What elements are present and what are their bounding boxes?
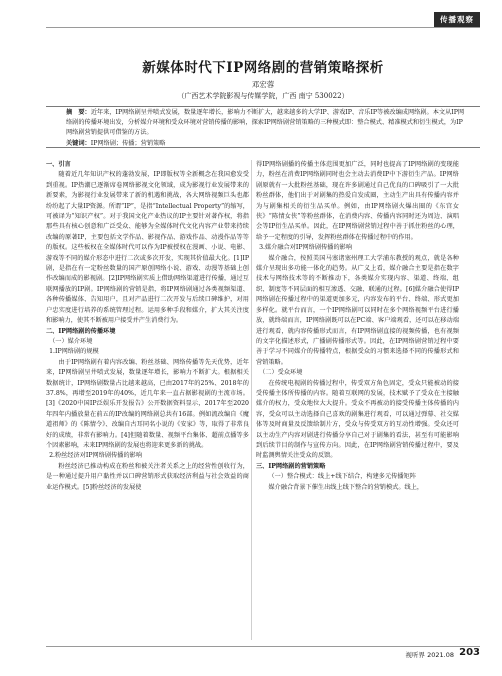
heading-media-environment: （一）媒介环境 [49, 337, 93, 345]
article-title: 新媒体时代下IP网络剧的营销策略探析 [142, 60, 384, 76]
footer-journal: 视听界 2021.08 [405, 651, 454, 659]
article-author: 邓宏蓉 [251, 80, 275, 89]
article-affiliation: （广西艺术学院影视与传媒学院，广西 南宁 530022） [177, 92, 349, 100]
abstract-box [46, 106, 480, 148]
section-tag: 传播观察 [434, 12, 480, 27]
keywords-text: IP网络剧；传播；营销策略 [90, 139, 166, 147]
abstract-label: 摘 要： [66, 109, 91, 116]
column-divider [251, 160, 252, 640]
paragraph-media-convergence: 媒介融合，按照美国马塞诸塞州理工大学浦东教授的观点，就是各种媒介呈现出多功能一体化的趋势。从广义上看，媒介融合主要是指在数字技术与网络技术等的不断推动下，各类媒介实现内容、渠道、终端、组织、制度等不同层面的相互渗透、交融、联通的过程。[6]媒介融合使得IP网络剧在传播过程中的渠道更加多元，内容发布的平台、终端、形式更加多样化。就平台而言，一个IP网络剧可以同时在多个网络视频平台进行播放，就终端而言，IP网络剧既可以在PC端、客户端观看，还可以在移动端进行观看，就内容传播形式而言，有IP网络剧直接的视频传播，也有视频的文字化描述形式，广播剧传播形式等。因此，在IP网络剧营销过程中要善于学习不同媒介的传播特点，根据受众的习惯来选择不同的传播形式和营销策略。 [256, 254, 459, 366]
heading-media-convergence: 3.媒介融合对IP网络剧传播的影响 [259, 244, 353, 252]
paragraph-fan-economy: 粉丝经济已推动构成在粉丝和被关注者关系之上的经营性创收行为，是一种通过提升用户黏性并以口碑营销形式获取经济利益与社会效益的商业运作模式。[5]粉丝经济的发展使 [46, 462, 249, 491]
paragraph-intro: 随着近几年知识产权的蓬勃发展，IP即版权等全新概念在我国愈发受到重视。IP热潮已逐渐席卷网络影视文化领域，成为影视行业发展带来的新要素，为影视行业发展带来了新的机遇和挑战，各大网络视频巨头也都纷纷起了大量IP资源。所谓“IP”，是指“Intellectual Property”的缩写，可被译为“知识产权”。对于我国文化产业热议的IP主要针对著作权，将指那些具有核心创意和广泛受众、能够为全媒体时代文化内容产业带来持续改编的原著IP，主要包括文学作品、影视作品、游戏作品、动漫作品等等的版权。这些板权在全媒体时代可以作为IP被授权在漫画、小说、电影、游戏等不同的媒介形态中进行二次或多次开发，实现其价值最大化。[1]IP剧，是指在有一定粉丝数量的国产原创网络小说、游戏、动漫等基础上创作改编而成的影视剧。[2]IP网络剧实质上借助网络渠道进行传播，通过互联网播放的IP剧。IP网络剧的营销是指，将IP网络剧通过各类视频渠道、各种传播媒体、告知用户，且对产品进行二次开发与后续口碑维护，对用户忠实度进行培养的系统管理过程。运用多种手段和媒介，扩大其关注度和影响力，使其不断被用户接受并产生消费行为。 [46, 171, 249, 325]
right-column [256, 160, 459, 493]
heading-audience-environment: （二）受众环境 [259, 369, 303, 377]
left-column [46, 160, 249, 493]
paragraph-audience: 在传统电视剧的传播过程中，传受双方角色固定，受众只能被动的接受传播主体所传播的内容。随着互联网的发展，技术赋予了受众在主接触媒介的权力，受众地位大大提升。受众不再被动的接受传播主体传播的内容，受众可以主动选择自己喜欢的剧集进行观看，可以通过弹幕、社交媒体等及时商量及反馈给制片方，受众与传受双方的互动性增强。受众还可以主动生产内容对剧进行传播分享自己对于剧集的看法，甚至有可能影响到后续节目的制作与宣传方向。因此，在IP网络剧营销传播过程中，要及时监测舆情关注受众的反馈。 [256, 379, 459, 460]
page-number: 203 [459, 647, 480, 658]
heading-strategy: 三、IP网络剧的营销策略 [256, 462, 326, 470]
heading-fan-economy: 2.粉丝经济对IP网络剧传播的影响 [49, 452, 143, 460]
footer-rule [46, 646, 480, 647]
paragraph-continued: 得IP网络剧播的传播主体范围更加广泛，同时也提高了IP网络剧的变现能力，粉丝在消费IP网络剧同时也会主动去消费IP中下游衍生产品。IP网络剧原就有一大批粉丝基础，现在许多剧通过自己优良的口碑吸引了一大批粉丝群体，他们出于对剧集的热爱自发成圈，主动生产出具有传播内容并为与剧集相关的衍生品买单。例如，由IP网络剧火爆出圈的《东宫女侠》“陈情女侠”等粉丝群体，在消费内容、传播内容同时还为周边、演唱会等IP衍生品买单。因此，在IP网络剧营销过程中善于抓住粉丝的心理，给予一定程度的引导，发挥粉丝群体在传播过程中的作用。 [256, 161, 459, 241]
abstract-text: 近年来，IP网络剧呈井喷式发展，数量逐年增长，影响力不断扩大，越来越多的大学IP、游戏IP、音乐IP等被改编成网络剧。本文从IP网络剧的传播环境出发，分析媒介环境和受众环境对营销传播的影响，探索IP网络剧营销策略的三种模式即：整合模式、精准模式和衍生模式，为IP网络剧营销提供可借鉴的方法。 [66, 109, 465, 137]
top-rule [46, 27, 480, 28]
heading-intro: 一、引言 [46, 161, 71, 168]
heading-scale: 1.IP网络剧的规模 [49, 348, 99, 356]
paragraph-strategy: 媒介融合背景下催生出线上线下整合的营销模式。线上， [268, 483, 424, 491]
paragraph-strategy-subhead: （一）整合模式：线上+线下结合，构建多元传播矩阵 [268, 473, 416, 481]
keywords-label: 关键词： [66, 139, 91, 147]
heading-environment: 二、IP网络剧的传播环境 [46, 327, 116, 335]
paragraph-scale: 由于IP网络剧有着内容改编、粉丝基础、网络传播等先天优势，近年来，IP网络剧呈井喷式发展，数量逐年增长，影响力不断扩大。根据相关数据统计，IP网络剧数量占比越来越高，已由2017年的25%、2018年的37.8%，再增至2019年的40%，近几年来一直占据影视剧的主流市场。[3]《2020中国IP泛娱乐开发报告》公开数据资料显示，2017年至2020年四年内播放量在前五的IP改编的网络剧总共有16部。例如流改编自《魔道祖师》的《陈情令》、改编自古耳同名小说的《安家》等，取得了非常良好的成绩，非常有影响力。[4]但随着数量、视频平台集体、超前点播等多个因素影响，未来IP网络剧的发展也将迎来更多新的挑战。 [46, 358, 249, 449]
